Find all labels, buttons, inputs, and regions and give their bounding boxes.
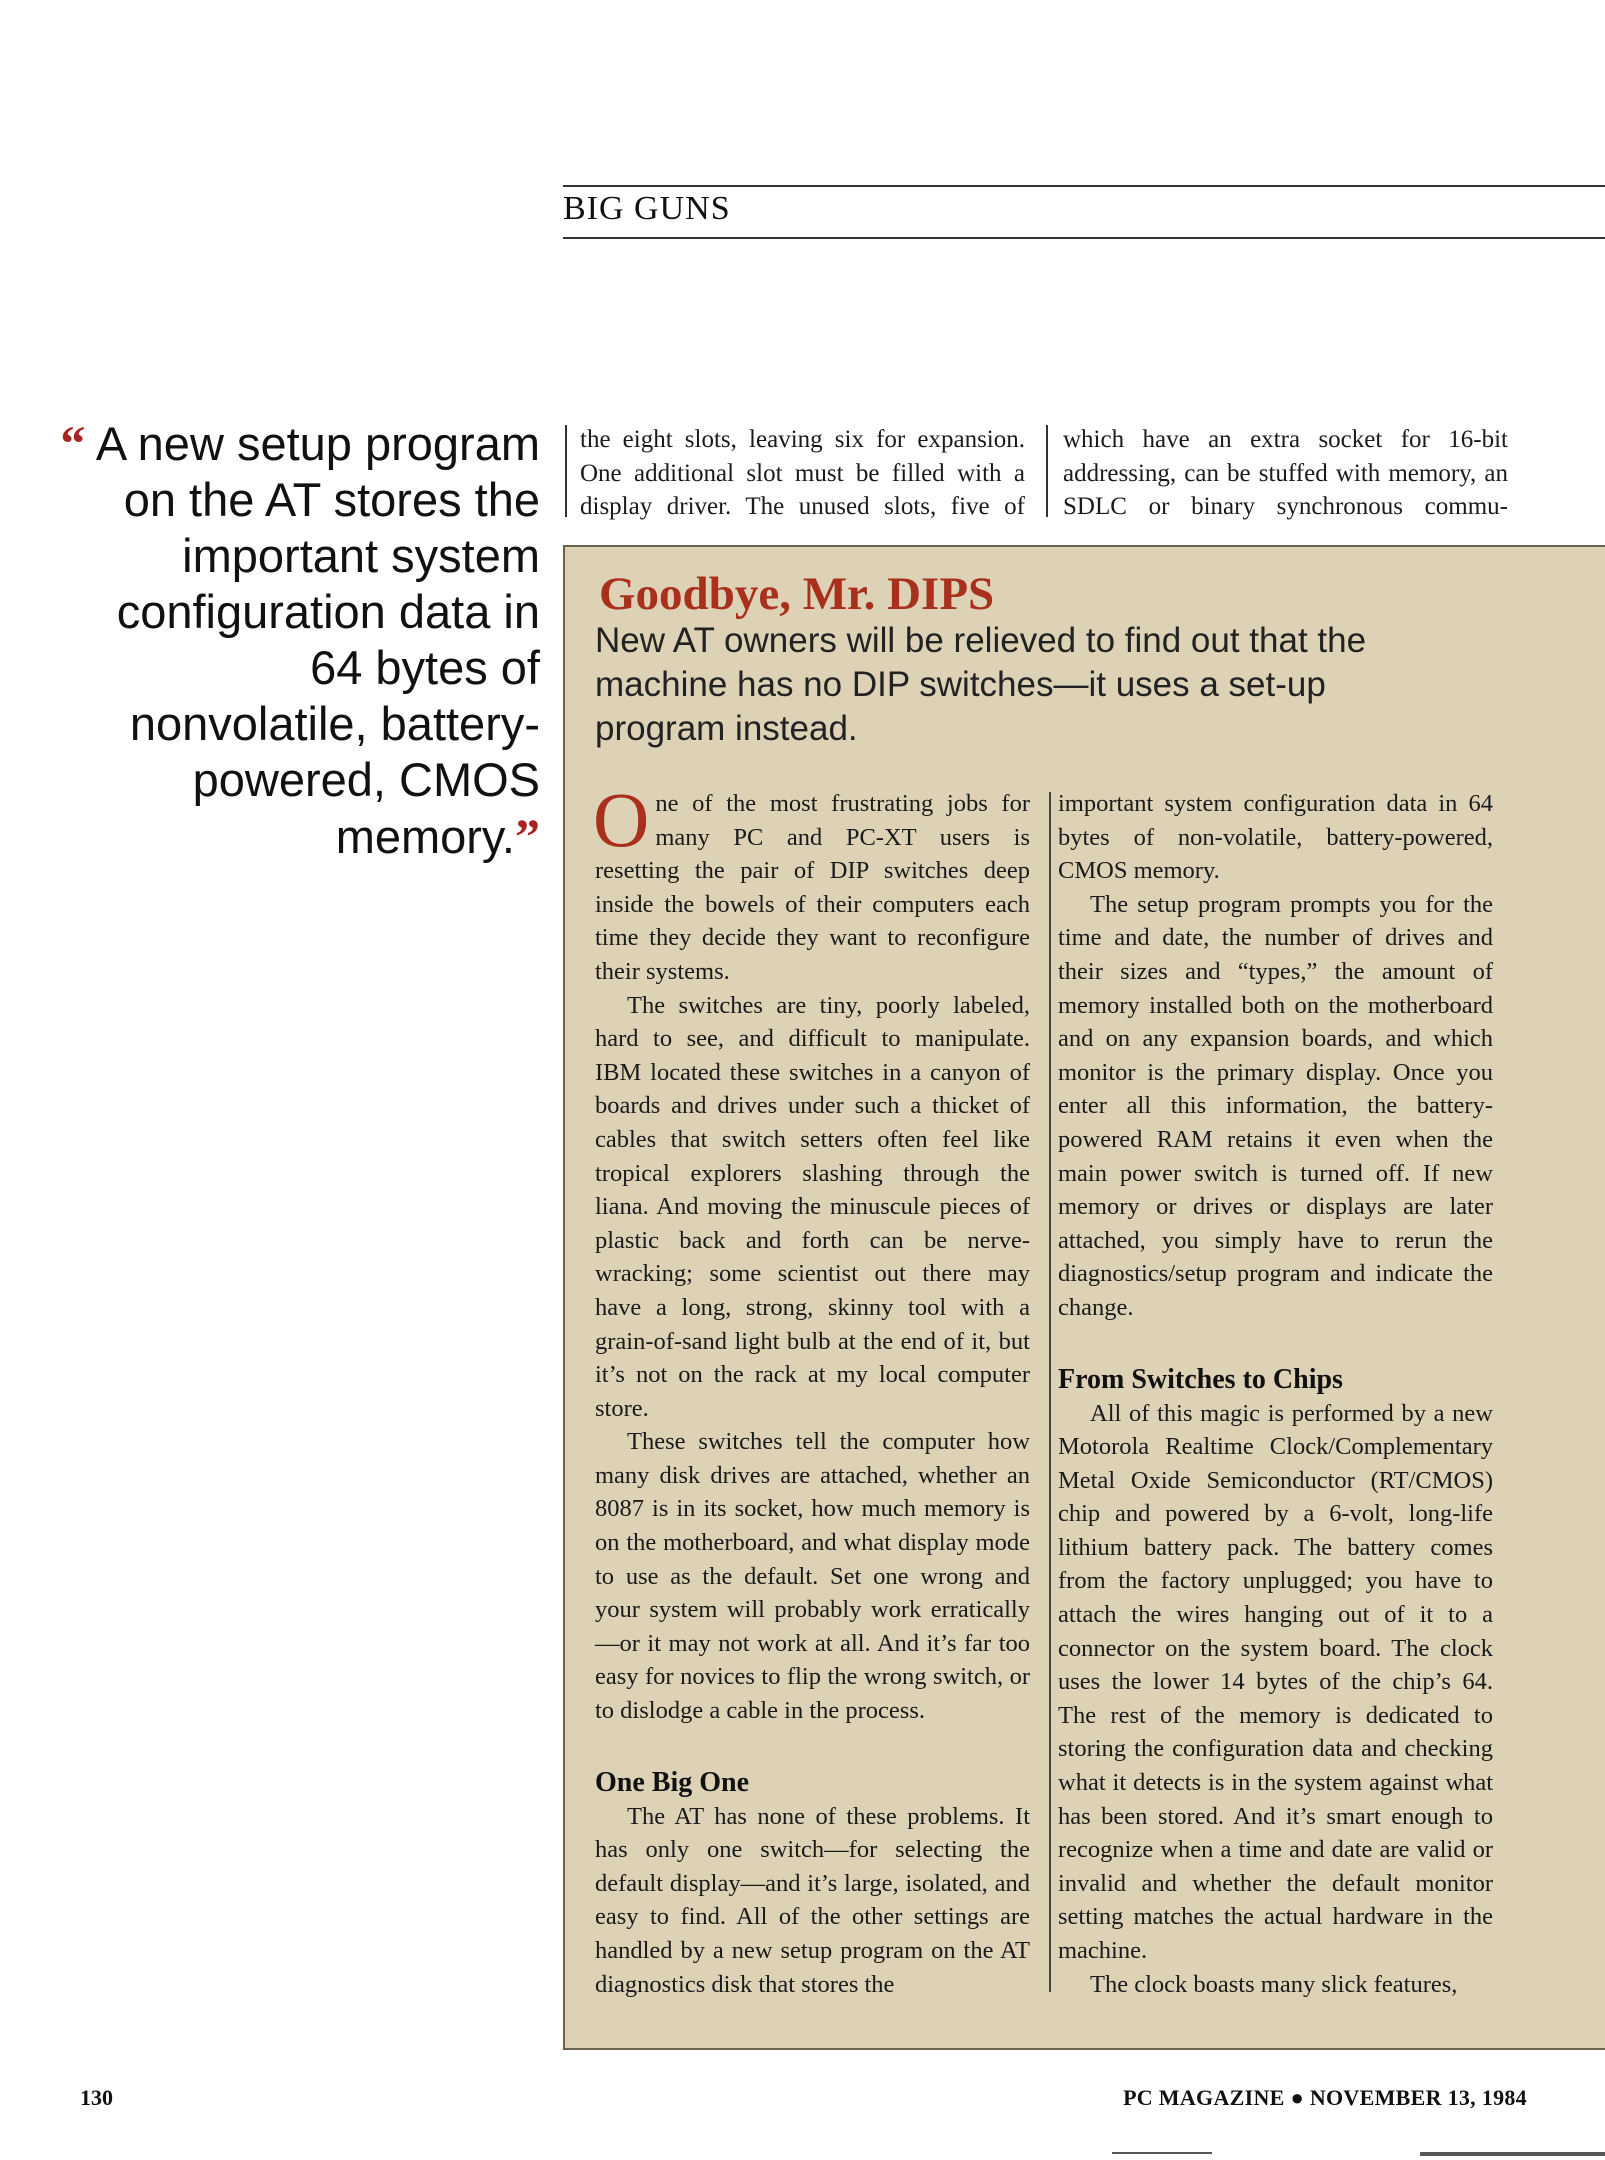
sidebar-column-right <box>1058 787 1493 2001</box>
page-number: 130 <box>80 2085 113 2110</box>
pull-quote <box>60 415 540 865</box>
paragraph: The setup program prompts you for the time and date, the number of drives and their sizes and “types,” the amount of memory installed both on the motherboard and on any expansion boards, and which monitor is the primary display. Once you enter all this information, the battery-powered RAM retains it even when the main power switch is turned off. If new memory or drives or displays are later attached, you simply have to rerun the diagnostics/setup program and indicate the change. <box>1058 890 1493 1321</box>
subhead-one-big-one: One Big One <box>595 1766 750 1798</box>
close-quote-mark: ” <box>515 808 540 864</box>
sidebar-title: Goodbye, Mr. DIPS <box>599 568 995 620</box>
subhead-from-switches-to-chips: From Switches to Chips <box>1058 1363 1343 1395</box>
paragraph: All of this magic is performed by a new Motorola Realtime Clock/Complementary Metal Oxide Semiconductor (RT/CMOS) chip and powered by a 6-volt, long-life lithium battery pack. The battery comes from the factory unplugged; you have to attach the wires hanging out of it to a connector on the system board. The clock uses the lower 14 bytes of the chip’s 64. The rest of the memory is dedicated to storing the configuration data and checking what it detects is in the system against what has been stored. And it’s smart enough to recognize when a time and date are valid or invalid and whether the default monitor setting matches the actual hardware in the machine. <box>1058 1399 1493 1964</box>
paragraph: The switches are tiny, poorly labeled, hard to see, and difficult to manipulate. IBM located these switches in a canyon of boards and drives under such a thicket of cables that switch setters often feel like tropical explorers slashing through the liana. And moving the minuscule pieces of plastic back and forth can be nerve-wracking; some scientist out there may have a long, strong, skinny tool with a grain-of-sand light bulb at the end of it, but it’s not on the rack at my local computer store. <box>595 991 1030 1422</box>
drop-cap: O <box>593 776 650 863</box>
paragraph: The clock boasts many slick features, <box>1090 1970 1458 1998</box>
bottom-rule-long <box>1420 2152 1605 2156</box>
sidebar-deck: New AT owners will be relieved to find out that the machine has no DIP switches—it uses a set-up program instead. <box>595 621 1367 748</box>
paragraph: These switches tell the computer how many disk drives are attached, whether an 8087 is in its socket, how much memory is on the motherboard, and what display mode to use as the default. Set one wrong and your system will probably work erratically—or it may not work at all. And it’s far too easy for novices to flip the wrong switch, or to dislodge a cable in the process. <box>595 1428 1030 1725</box>
sidebar-column-rule <box>1049 792 1051 1992</box>
paragraph: important system configuration data in 64 bytes of non-volatile, battery-powered, CMOS memory. <box>1058 790 1493 885</box>
pull-quote-text: A new setup program on the AT stores the important system configuration data in 64 bytes of nonvolatile, battery-powered, CMOS memory. <box>95 417 540 863</box>
header-rule-top <box>563 185 1605 187</box>
main-text-column-2: which have an extra socket for 16-bit addressing, can be stuffed with memory, an SDLC or binary synchronous commu- <box>1063 426 1508 520</box>
paragraph <box>593 776 1030 989</box>
header-rule-bottom <box>563 237 1605 239</box>
paragraph: The AT has none of these problems. It has only one switch—for selecting the default display—and it’s large, isolated, and easy to find. All of the other settings are handled by a new setup program on the AT diagnostics disk that stores the <box>595 1802 1030 1998</box>
paragraph-text: ne of the most frustrating jobs for many PC and PC-XT users is resetting the pair of DIP switches deep inside the bowels of their computers each time they decide they want to reconfigure their systems. <box>595 790 1030 985</box>
sidebar-column-left <box>593 776 1030 2001</box>
main-text-column-1: the eight slots, leaving six for expansion. One additional slot must be filled with a display driver. The unused slots, five of <box>580 426 1025 520</box>
bottom-rule-short <box>1112 2152 1212 2154</box>
column-rule-left <box>565 425 567 517</box>
running-head: BIG GUNS <box>563 190 731 227</box>
publication-footer: PC MAGAZINE ● NOVEMBER 13, 1984 <box>1123 2085 1527 2110</box>
column-rule-middle <box>1046 425 1048 517</box>
open-quote-mark: “ <box>60 415 86 471</box>
sidebar-box <box>563 545 1605 2050</box>
